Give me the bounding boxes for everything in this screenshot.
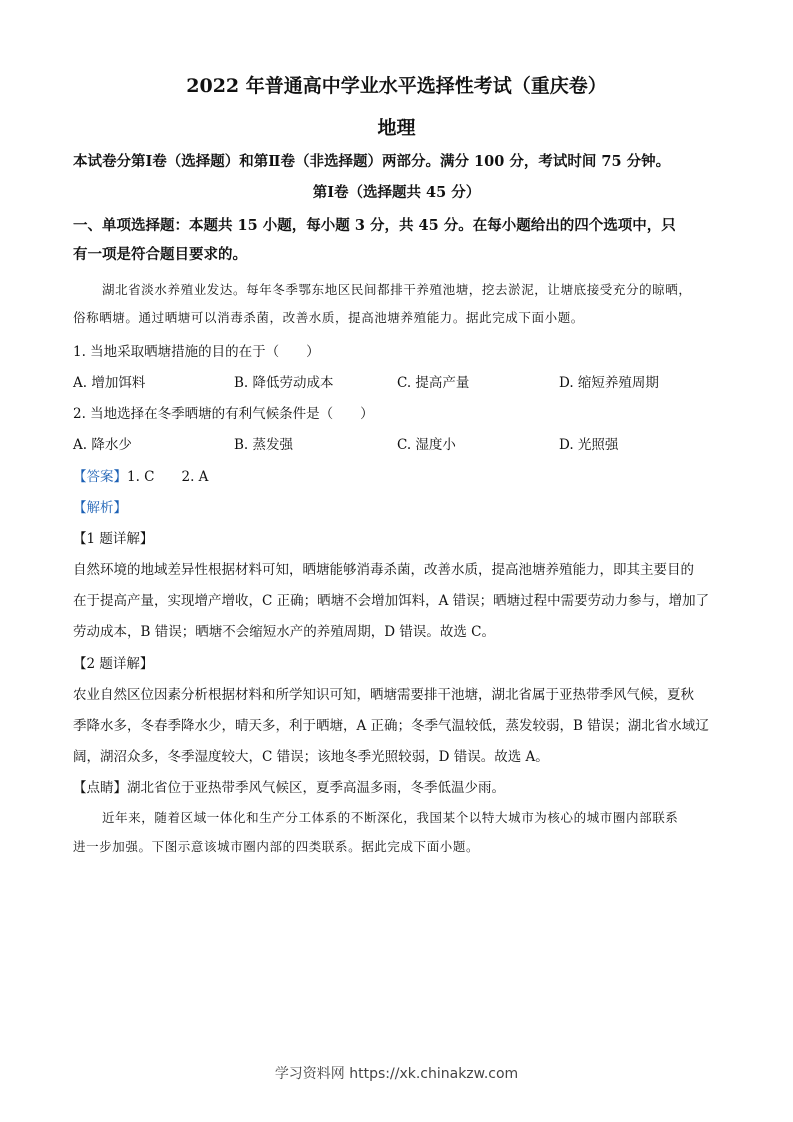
q1-option-c: C. 提高产量	[397, 375, 470, 391]
material2-line1: 近年来，随着区域一体化和生产分工体系的不断深化，我国某个以特大城市为核心的城市圈内部联系	[102, 810, 679, 825]
tip-text: 湖北省位于亚热带季风气候区，夏季高温多雨，冬季低温少雨。	[127, 780, 505, 796]
material1-line2: 俗称晒塘。通过晒塘可以消毒杀菌，改善水质，提高池塘养殖能力。据此完成下面小题。	[73, 310, 584, 325]
material2-line2: 进一步加强。下图示意该城市圈内部的四类联系。据此完成下面小题。	[73, 839, 480, 854]
exam-intro: 本试卷分第Ⅰ卷（选择题）和第Ⅱ卷（非选择题）两部分。满分 100 分，考试时间 75 分钟。	[73, 153, 671, 170]
question-2-stem: 2. 当地选择在冬季晒塘的有利气候条件是（ ）	[73, 406, 374, 422]
footer-watermark: 学习资料网 https://xk.chinakzw.com	[274, 1066, 519, 1082]
part1-heading: 第Ⅰ卷（选择题共 45 分）	[312, 184, 481, 201]
section-instruction-line2: 有一项是符合题目要求的。	[73, 246, 247, 263]
q2-option-c: C. 湿度小	[397, 437, 456, 453]
q2-option-d: D. 光照强	[559, 437, 619, 453]
q1-option-a: A. 增加饵料	[73, 375, 146, 391]
detail2-label: 【2 题详解】	[73, 656, 154, 672]
detail1-line3: 劳动成本，B 错误；晒塘不会缩短水产的养殖周期，D 错误。故选 C。	[73, 624, 495, 640]
detail1-line1: 自然环境的地域差异性根据材料可知，晒塘能够消毒杀菌，改善水质，提高池塘养殖能力，即其主要目的	[73, 562, 694, 578]
q1-option-d: D. 缩短养殖周期	[559, 375, 659, 391]
tip-label: 【点睛】	[73, 780, 127, 796]
section-instruction-line1: 一、单项选择题：本题共 15 小题，每小题 3 分，共 45 分。在每小题给出的四个选项中，只	[73, 217, 676, 234]
detail2-line3: 阔，湖沼众多，冬季湿度较大，C 错误；该地冬季光照较弱，D 错误。故选 A。	[73, 749, 549, 765]
tip-line	[73, 776, 505, 796]
subject-title: 地理	[377, 117, 416, 139]
detail1-label: 【1 题详解】	[73, 531, 154, 547]
question-1-stem: 1. 当地采取晒塘措施的目的在于（ ）	[73, 344, 320, 360]
analysis-label: 【解析】	[73, 500, 127, 516]
q2-option-b: B. 蒸发强	[234, 437, 294, 453]
detail2-line2: 季降水多，冬春季降水少，晴天多，利于晒塘，A 正确；冬季气温较低，蒸发较弱，B 错误；湖北省水域辽	[73, 718, 709, 734]
q1-option-b: B. 降低劳动成本	[234, 375, 334, 391]
answer-line	[73, 465, 208, 485]
detail1-line2: 在于提高产量，实现增产增收，C 正确；晒塘不会增加饵料，A 错误；晒塘过程中需要劳动力参与，增加了	[73, 593, 710, 609]
answer-label: 【答案】	[73, 469, 127, 485]
detail2-line1: 农业自然区位因素分析根据材料和所学知识可知，晒塘需要排干池塘，湖北省属于亚热带季风气候，夏秋	[73, 687, 694, 703]
answer-text: 1. C 2. A	[127, 469, 209, 485]
material1-line1: 湖北省淡水养殖业发达。每年冬季鄂东地区民间都排干养殖池塘，挖去淤泥，让塘底接受充分的晾晒，	[102, 282, 692, 297]
q2-option-a: A. 降水少	[73, 437, 132, 453]
exam-title: 2022 年普通高中学业水平选择性考试（重庆卷）	[186, 75, 607, 97]
